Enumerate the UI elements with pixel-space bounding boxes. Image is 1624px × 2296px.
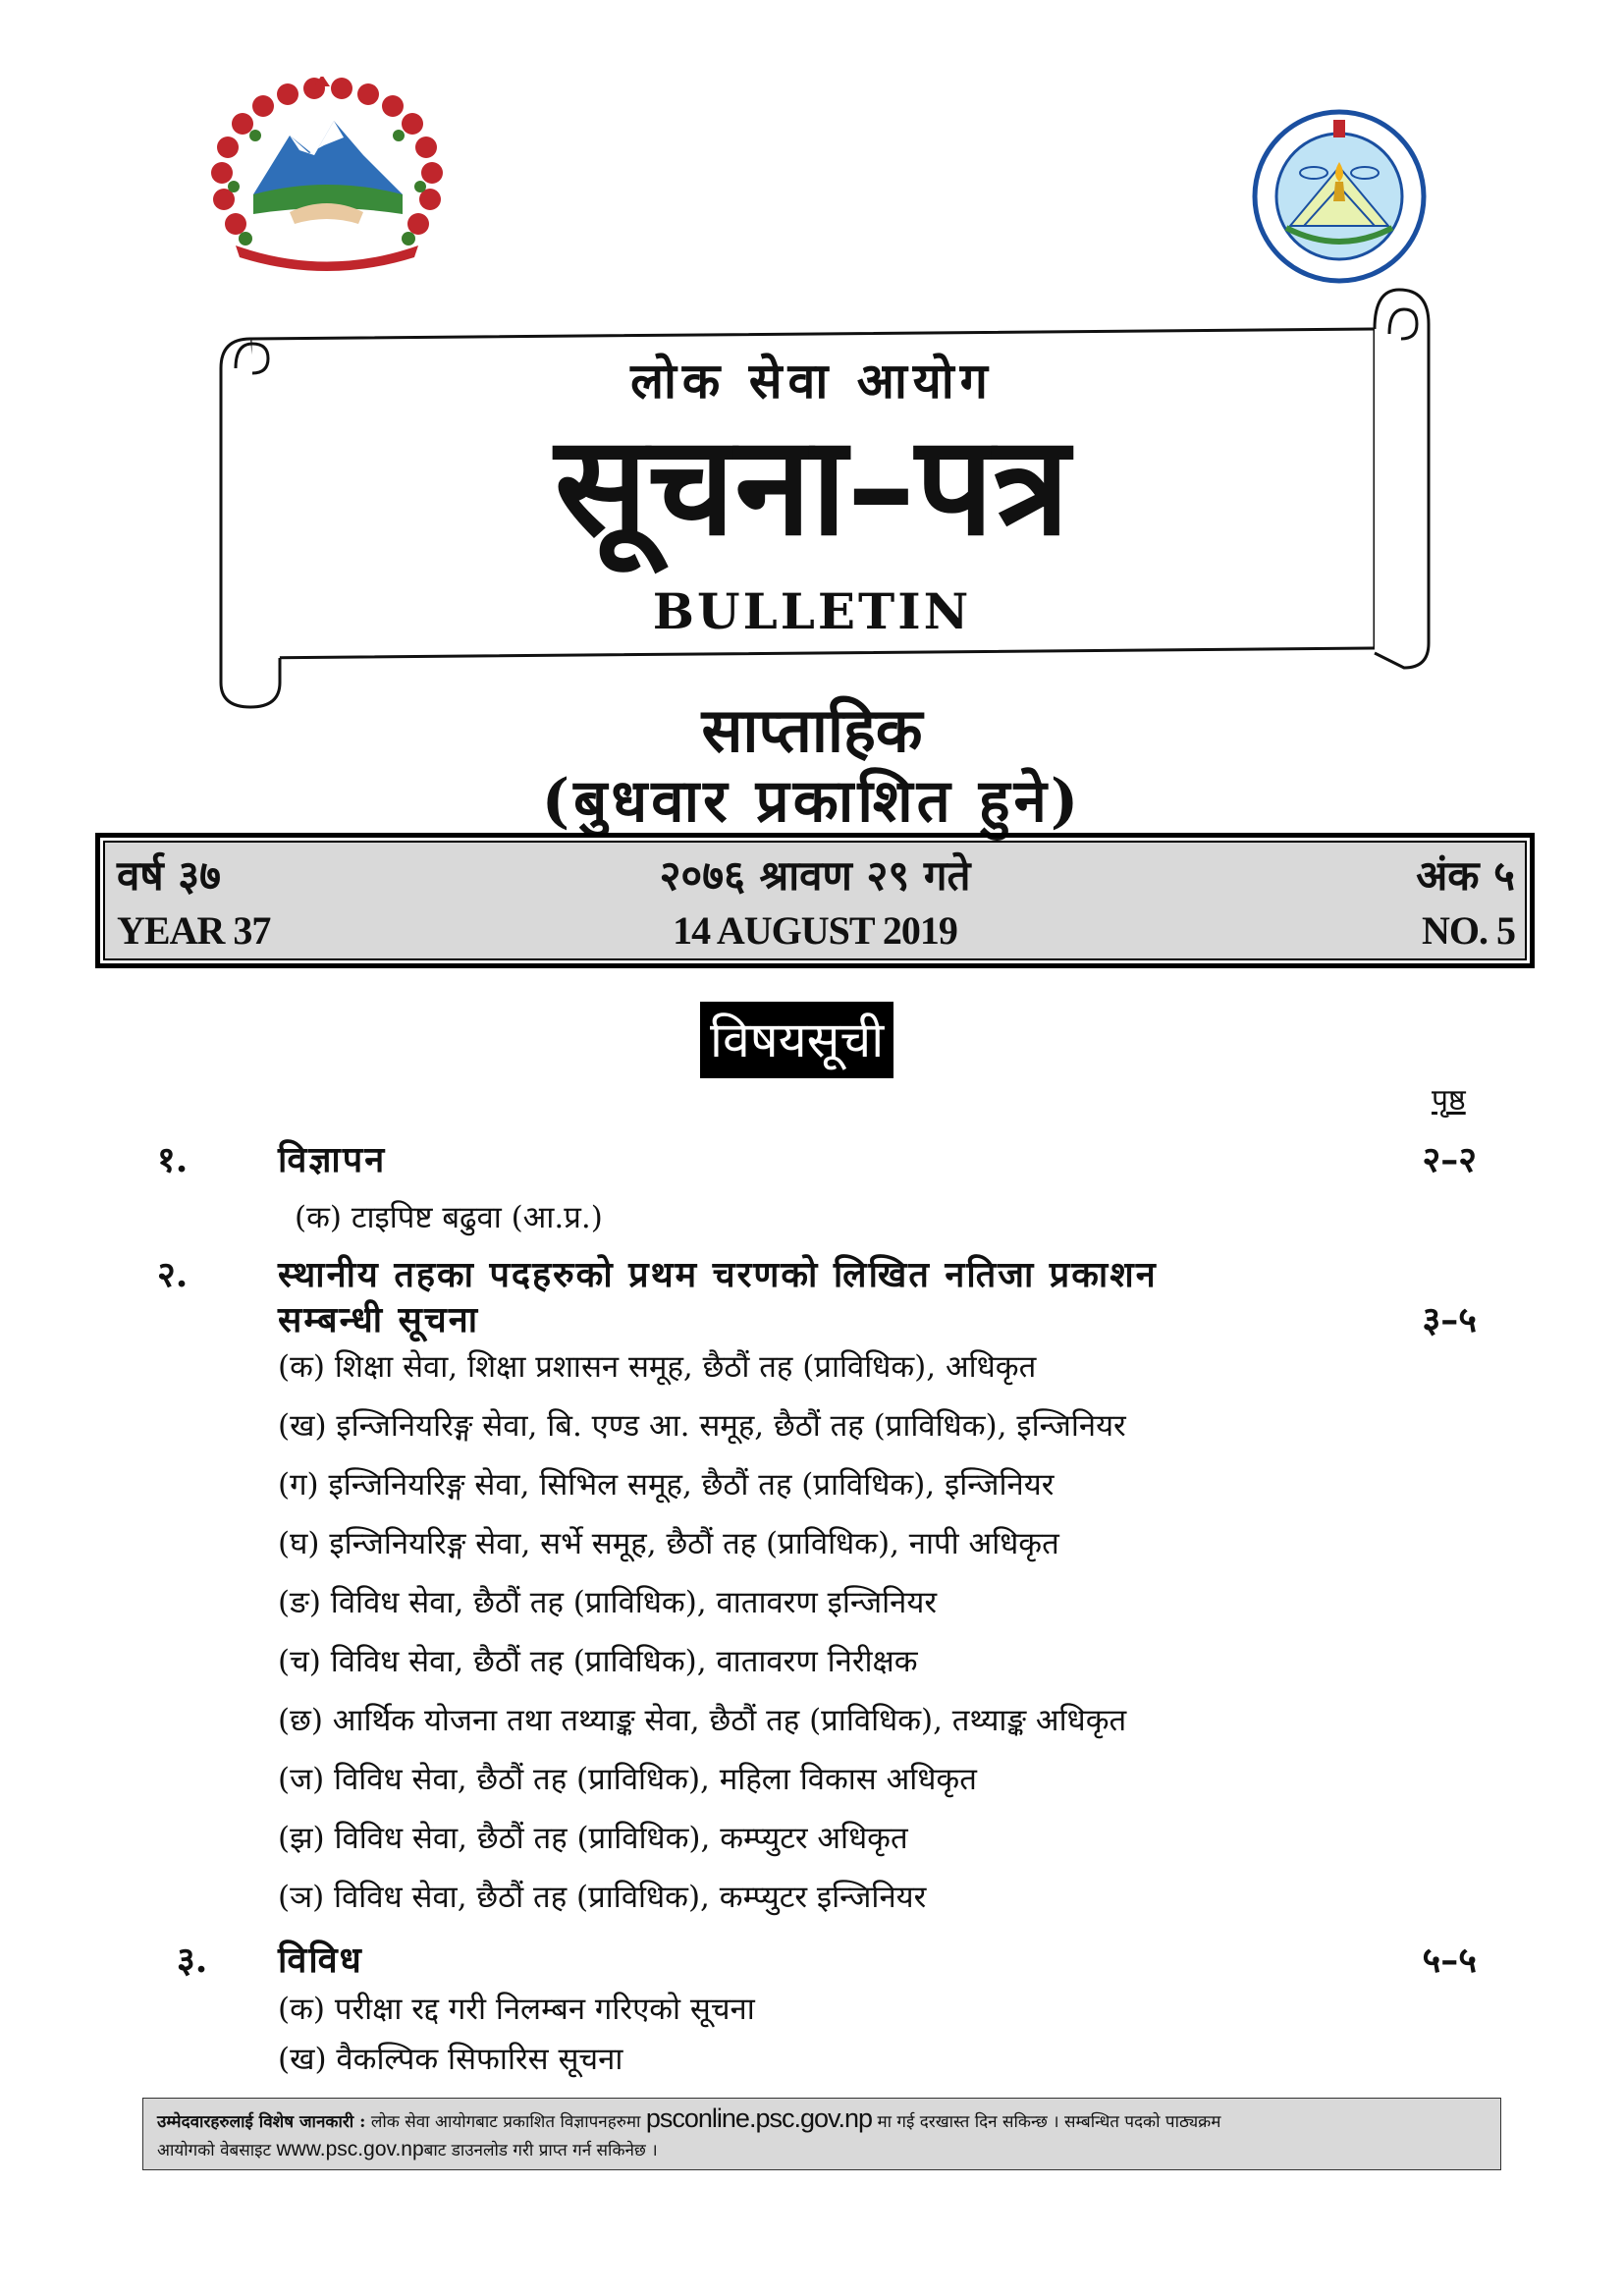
toc-sub-item: (ङ) विविध सेवा, छैठौं तह (प्राविधिक), वातावरण इन्जिनियर xyxy=(278,1585,938,1620)
section-title: विज्ञापन xyxy=(278,1139,387,1180)
toc-sub-item: (ज) विविध सेवा, छैठौं तह (प्राविधिक), महिला विकास अधिकृत xyxy=(278,1762,977,1797)
volume-nepali: वर्ष ३७ xyxy=(117,851,221,900)
section-pages: ५–५ xyxy=(1422,1940,1477,1981)
notice-text: बाट डाउनलोड गरी प्राप्त गर्न सकिनेछ । xyxy=(423,2141,658,2160)
nepal-emblem-icon xyxy=(196,77,457,273)
toc-sub-item: (क) टाइपिष्ट बढुवा (आ.प्र.) xyxy=(295,1200,603,1235)
notice-text: मा गई दरखास्त दिन सकिन्छ । सम्बन्धित पदको पाठ्यक्रम xyxy=(877,2112,1221,2132)
toc-sub-item: (छ) आर्थिक योजना तथा तथ्याङ्क सेवा, छैठौं तह (प्राविधिक), तथ्याङ्क अधिकृत xyxy=(278,1703,1127,1738)
toc-sub-item: (ञ) विविध सेवा, छैठौं तह (प्राविधिक), कम्प्युटर इन्जिनियर xyxy=(278,1880,927,1915)
issue-number-english: NO. 5 xyxy=(1422,908,1515,953)
section-number: २. xyxy=(157,1254,189,1295)
candidate-notice-box xyxy=(142,2098,1501,2170)
date-nepali: २०७६ श्रावण २९ गते xyxy=(659,851,971,900)
section-title: स्थानीय तहका पदहरुको प्रथम चरणको लिखित नतिजा प्रकाशन xyxy=(278,1254,1158,1295)
section-pages: ३–५ xyxy=(1422,1299,1477,1340)
organization-name: लोक सेवा आयोग xyxy=(630,352,994,410)
notice-text: लोक सेवा आयोगबाट प्रकाशित विज्ञापनहरुमा xyxy=(370,2112,641,2132)
toc-sub-item: (घ) इन्जिनियरिङ्ग सेवा, सर्भे समूह, छैठौं तह (प्राविधिक), नापी अधिकृत xyxy=(278,1526,1059,1561)
date-english: 14 AUGUST 2019 xyxy=(673,908,957,953)
page-column-header: पृष्ठ xyxy=(1432,1083,1466,1118)
section-pages: २–२ xyxy=(1422,1139,1477,1180)
toc-sub-item: (ख) वैकल्पिक सिफारिस सूचना xyxy=(278,2042,623,2077)
publication-frequency: साप्ताहिक xyxy=(701,694,923,766)
section-number: ३. xyxy=(177,1940,208,1981)
toc-sub-item: (ख) इन्जिनियरिङ्ग सेवा, बि. एण्ड आ. समूह, छैठौं तह (प्राविधिक), इन्जिनियर xyxy=(278,1408,1126,1444)
section-title: विविध xyxy=(278,1940,363,1981)
toc-sub-item: (ग) इन्जिनियरिङ्ग सेवा, सिभिल समूह, छैठौं तह (प्राविधिक), इन्जिनियर xyxy=(278,1467,1055,1503)
toc-sub-item: (च) विविध सेवा, छैठौं तह (प्राविधिक), वातावरण निरीक्षक xyxy=(278,1644,918,1679)
issue-info-bar xyxy=(95,833,1535,968)
volume-english: YEAR 37 xyxy=(117,908,271,953)
toc-title: विषयसूची xyxy=(700,1002,893,1078)
psc-online-link[interactable]: psconline.psc.gov.np xyxy=(645,2104,873,2133)
publication-frequency-note: (बुधवार प्रकाशित हुने) xyxy=(541,767,1083,836)
section-title-continued: सम्बन्धी सूचना xyxy=(278,1299,480,1340)
toc-sub-item: (झ) विविध सेवा, छैठौं तह (प्राविधिक), कम्प्युटर अधिकृत xyxy=(278,1821,908,1856)
section-number: १. xyxy=(157,1139,189,1180)
issue-number-nepali: अंक ५ xyxy=(1416,851,1515,900)
toc-sub-item: (क) शिक्षा सेवा, शिक्षा प्रशासन समूह, छैठौं तह (प्राविधिक), अधिकृत xyxy=(278,1349,1037,1385)
psc-website-link[interactable]: www.psc.gov.np xyxy=(276,2138,424,2160)
notice-text: आयोगको वेबसाइट xyxy=(157,2141,272,2160)
publication-title: सूचना–पत्र xyxy=(554,406,1070,567)
toc-sub-item: (क) परीक्षा रद्द गरी निलम्बन गरिएको सूचना xyxy=(278,1992,755,2027)
publication-title-english: BULLETIN xyxy=(652,582,972,640)
psc-logo-icon xyxy=(1235,108,1443,285)
notice-label: उम्मेदवारहरुलाई विशेष जानकारी : xyxy=(157,2112,366,2132)
